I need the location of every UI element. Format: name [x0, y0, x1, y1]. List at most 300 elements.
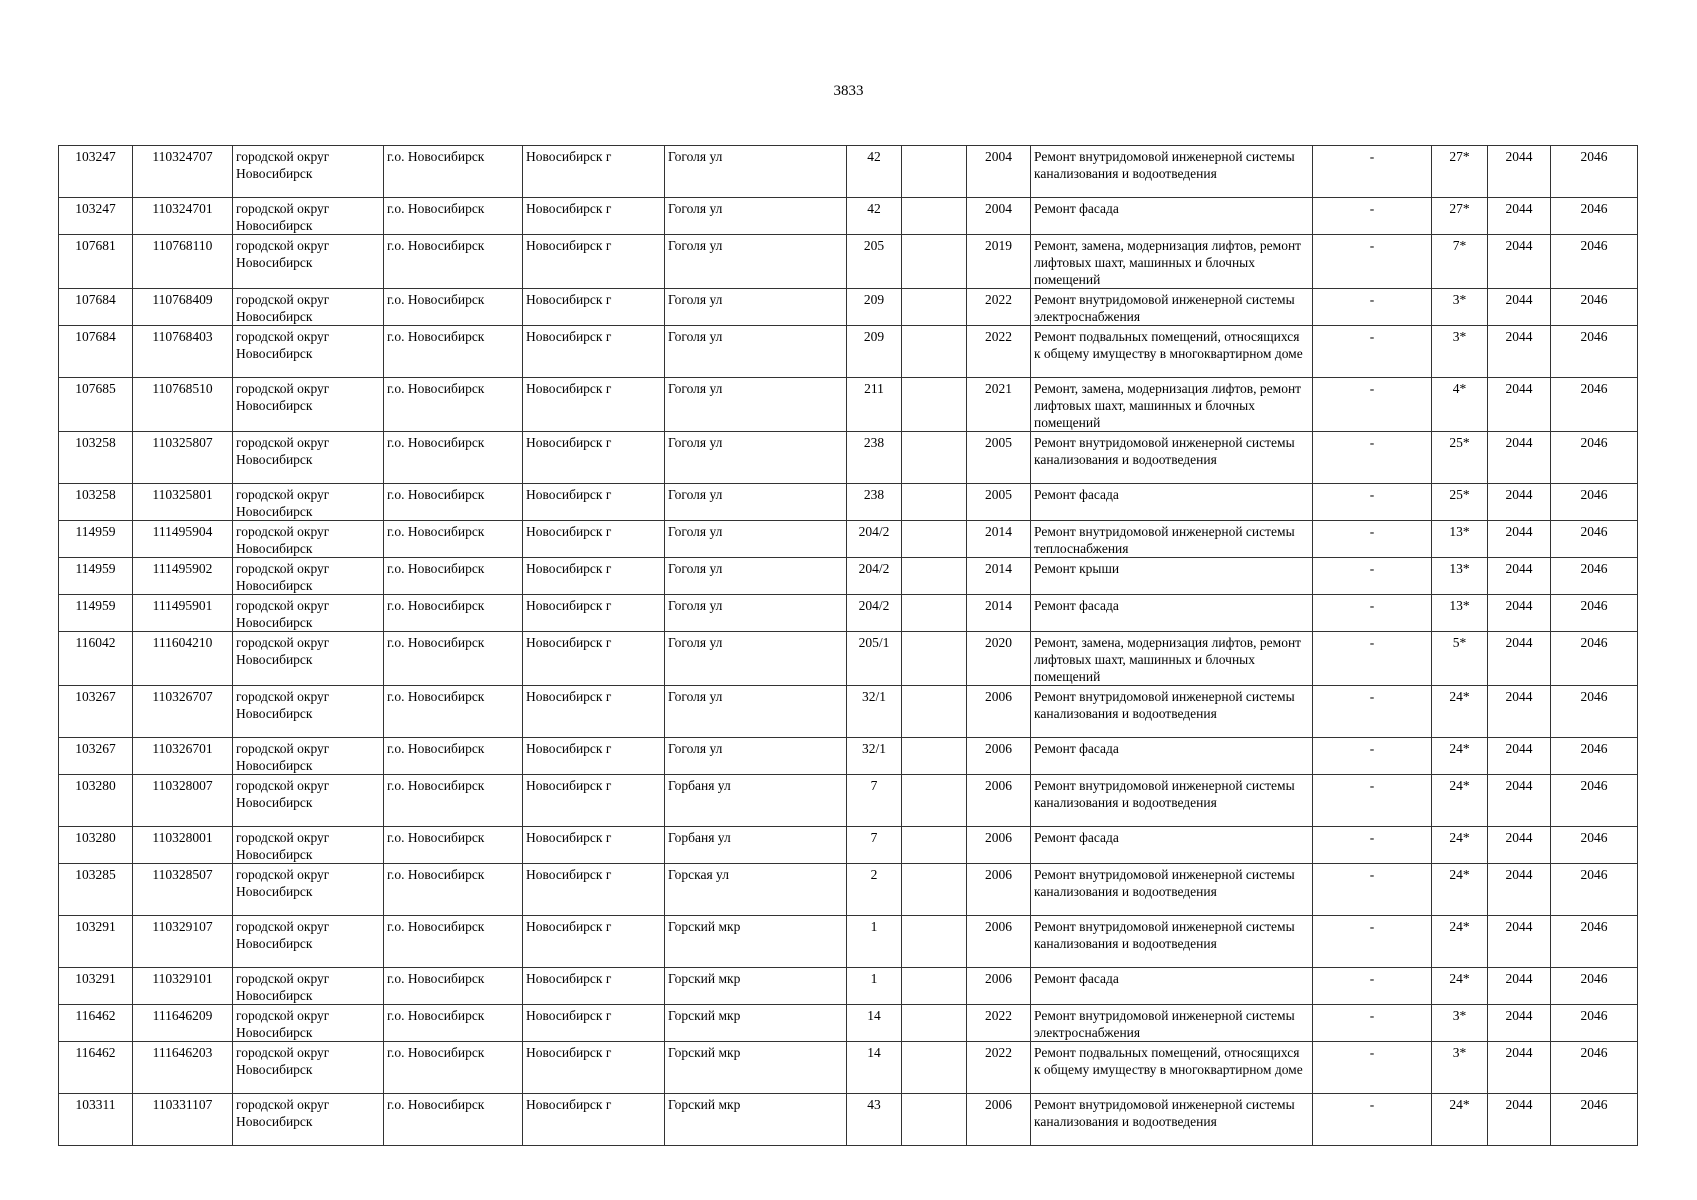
cell-municipality: г.о. Новосибирск	[384, 864, 523, 916]
cell-start-year: 2044	[1488, 521, 1551, 558]
cell-district: городской округ Новосибирск	[233, 1094, 384, 1146]
cell-id: 103267	[59, 738, 133, 775]
cell-code: 111646209	[133, 1005, 233, 1042]
cell-start-year: 2044	[1488, 738, 1551, 775]
cell-end-year: 2046	[1551, 1094, 1638, 1146]
cell-year: 2006	[967, 1094, 1031, 1146]
cell-end-year: 2046	[1551, 775, 1638, 827]
cell-district: городской округ Новосибирск	[233, 916, 384, 968]
cell-value: 27*	[1432, 198, 1488, 235]
cell-end-year: 2046	[1551, 146, 1638, 198]
table-row	[59, 484, 1638, 521]
cell-end-year: 2046	[1551, 864, 1638, 916]
cell-dash: -	[1313, 1042, 1432, 1094]
cell-dash: -	[1313, 827, 1432, 864]
cell-year: 2004	[967, 198, 1031, 235]
table-row	[59, 1094, 1638, 1146]
table-row	[59, 632, 1638, 686]
cell-dash: -	[1313, 738, 1432, 775]
cell-code: 110328507	[133, 864, 233, 916]
cell-city: Новосибирск г	[523, 1005, 665, 1042]
cell-municipality: г.о. Новосибирск	[384, 484, 523, 521]
cell-value: 13*	[1432, 595, 1488, 632]
cell-id: 116462	[59, 1005, 133, 1042]
cell-municipality: г.о. Новосибирск	[384, 432, 523, 484]
cell-city: Новосибирск г	[523, 289, 665, 326]
cell-year: 2006	[967, 968, 1031, 1005]
cell-extra	[902, 558, 967, 595]
cell-code: 111495904	[133, 521, 233, 558]
cell-code: 110768403	[133, 326, 233, 378]
cell-code: 110326701	[133, 738, 233, 775]
cell-work: Ремонт фасада	[1031, 595, 1313, 632]
cell-dash: -	[1313, 686, 1432, 738]
cell-district: городской округ Новосибирск	[233, 289, 384, 326]
cell-house: 14	[847, 1042, 902, 1094]
cell-city: Новосибирск г	[523, 968, 665, 1005]
cell-district: городской округ Новосибирск	[233, 775, 384, 827]
cell-id: 103291	[59, 916, 133, 968]
cell-extra	[902, 1094, 967, 1146]
cell-work: Ремонт внутридомовой инженерной системы электроснабжения	[1031, 1005, 1313, 1042]
cell-extra	[902, 632, 967, 686]
table-row	[59, 289, 1638, 326]
cell-house: 204/2	[847, 595, 902, 632]
table-row	[59, 558, 1638, 595]
cell-street: Гоголя ул	[665, 378, 847, 432]
cell-extra	[902, 827, 967, 864]
cell-extra	[902, 289, 967, 326]
cell-city: Новосибирск г	[523, 916, 665, 968]
cell-id: 103285	[59, 864, 133, 916]
cell-id: 116042	[59, 632, 133, 686]
cell-district: городской округ Новосибирск	[233, 521, 384, 558]
cell-street: Гоголя ул	[665, 198, 847, 235]
cell-year: 2014	[967, 521, 1031, 558]
cell-end-year: 2046	[1551, 378, 1638, 432]
cell-start-year: 2044	[1488, 146, 1551, 198]
cell-work: Ремонт подвальных помещений, относящихся к общему имуществу в многоквартирном доме	[1031, 1042, 1313, 1094]
cell-work: Ремонт внутридомовой инженерной системы канализования и водоотведения	[1031, 775, 1313, 827]
cell-id: 103280	[59, 775, 133, 827]
cell-year: 2022	[967, 289, 1031, 326]
cell-city: Новосибирск г	[523, 235, 665, 289]
cell-start-year: 2044	[1488, 235, 1551, 289]
cell-start-year: 2044	[1488, 378, 1551, 432]
cell-year: 2014	[967, 558, 1031, 595]
cell-municipality: г.о. Новосибирск	[384, 632, 523, 686]
cell-end-year: 2046	[1551, 632, 1638, 686]
cell-extra	[902, 916, 967, 968]
cell-end-year: 2046	[1551, 686, 1638, 738]
cell-district: городской округ Новосибирск	[233, 1042, 384, 1094]
cell-id: 103247	[59, 198, 133, 235]
cell-extra	[902, 738, 967, 775]
cell-street: Гоголя ул	[665, 738, 847, 775]
cell-year: 2019	[967, 235, 1031, 289]
cell-extra	[902, 484, 967, 521]
cell-work: Ремонт крыши	[1031, 558, 1313, 595]
cell-year: 2006	[967, 686, 1031, 738]
cell-code: 110329107	[133, 916, 233, 968]
cell-house: 14	[847, 1005, 902, 1042]
cell-dash: -	[1313, 864, 1432, 916]
cell-municipality: г.о. Новосибирск	[384, 738, 523, 775]
cell-value: 25*	[1432, 432, 1488, 484]
cell-work: Ремонт внутридомовой инженерной системы канализования и водоотведения	[1031, 686, 1313, 738]
page-number: 3833	[833, 83, 864, 99]
cell-start-year: 2044	[1488, 968, 1551, 1005]
cell-extra	[902, 775, 967, 827]
cell-municipality: г.о. Новосибирск	[384, 378, 523, 432]
cell-value: 3*	[1432, 326, 1488, 378]
cell-dash: -	[1313, 775, 1432, 827]
cell-id: 103280	[59, 827, 133, 864]
cell-id: 103291	[59, 968, 133, 1005]
cell-city: Новосибирск г	[523, 686, 665, 738]
cell-value: 24*	[1432, 827, 1488, 864]
cell-street: Гоголя ул	[665, 484, 847, 521]
cell-house: 7	[847, 775, 902, 827]
cell-work: Ремонт внутридомовой инженерной системы электроснабжения	[1031, 289, 1313, 326]
cell-house: 42	[847, 198, 902, 235]
cell-year: 2006	[967, 916, 1031, 968]
cell-house: 209	[847, 326, 902, 378]
cell-code: 110325801	[133, 484, 233, 521]
cell-code: 110326707	[133, 686, 233, 738]
cell-year: 2022	[967, 1005, 1031, 1042]
cell-work: Ремонт подвальных помещений, относящихся к общему имуществу в многоквартирном доме	[1031, 326, 1313, 378]
cell-value: 24*	[1432, 968, 1488, 1005]
cell-dash: -	[1313, 432, 1432, 484]
cell-city: Новосибирск г	[523, 378, 665, 432]
cell-street: Гоголя ул	[665, 595, 847, 632]
table-row	[59, 775, 1638, 827]
table-row	[59, 521, 1638, 558]
cell-code: 111495902	[133, 558, 233, 595]
cell-street: Гоголя ул	[665, 686, 847, 738]
cell-street: Горбаня ул	[665, 827, 847, 864]
cell-city: Новосибирск г	[523, 146, 665, 198]
cell-district: городской округ Новосибирск	[233, 432, 384, 484]
cell-city: Новосибирск г	[523, 595, 665, 632]
cell-street: Гоголя ул	[665, 235, 847, 289]
cell-dash: -	[1313, 198, 1432, 235]
cell-district: городской округ Новосибирск	[233, 146, 384, 198]
cell-start-year: 2044	[1488, 432, 1551, 484]
cell-extra	[902, 1005, 967, 1042]
table-row	[59, 146, 1638, 198]
cell-house: 204/2	[847, 521, 902, 558]
cell-code: 110328001	[133, 827, 233, 864]
cell-work: Ремонт внутридомовой инженерной системы канализования и водоотведения	[1031, 864, 1313, 916]
cell-house: 32/1	[847, 686, 902, 738]
cell-dash: -	[1313, 146, 1432, 198]
cell-code: 110331107	[133, 1094, 233, 1146]
cell-street: Гоголя ул	[665, 326, 847, 378]
cell-extra	[902, 235, 967, 289]
cell-street: Горский мкр	[665, 1042, 847, 1094]
table-row	[59, 738, 1638, 775]
cell-municipality: г.о. Новосибирск	[384, 775, 523, 827]
cell-value: 25*	[1432, 484, 1488, 521]
table-row	[59, 1005, 1638, 1042]
cell-district: городской округ Новосибирск	[233, 738, 384, 775]
cell-id: 103311	[59, 1094, 133, 1146]
cell-value: 3*	[1432, 1005, 1488, 1042]
cell-dash: -	[1313, 595, 1432, 632]
cell-value: 3*	[1432, 289, 1488, 326]
cell-value: 13*	[1432, 558, 1488, 595]
cell-extra	[902, 378, 967, 432]
table-row	[59, 968, 1638, 1005]
cell-code: 110768409	[133, 289, 233, 326]
cell-house: 211	[847, 378, 902, 432]
cell-district: городской округ Новосибирск	[233, 1005, 384, 1042]
cell-start-year: 2044	[1488, 1094, 1551, 1146]
cell-dash: -	[1313, 521, 1432, 558]
cell-code: 110324701	[133, 198, 233, 235]
cell-id: 114959	[59, 595, 133, 632]
cell-house: 209	[847, 289, 902, 326]
cell-id: 103258	[59, 432, 133, 484]
cell-value: 24*	[1432, 916, 1488, 968]
cell-code: 110768110	[133, 235, 233, 289]
cell-year: 2022	[967, 1042, 1031, 1094]
cell-municipality: г.о. Новосибирск	[384, 326, 523, 378]
cell-extra	[902, 146, 967, 198]
cell-municipality: г.о. Новосибирск	[384, 198, 523, 235]
cell-value: 3*	[1432, 1042, 1488, 1094]
table-row	[59, 1042, 1638, 1094]
cell-city: Новосибирск г	[523, 1042, 665, 1094]
cell-value: 27*	[1432, 146, 1488, 198]
cell-city: Новосибирск г	[523, 521, 665, 558]
cell-id: 114959	[59, 521, 133, 558]
cell-street: Гоголя ул	[665, 632, 847, 686]
cell-district: городской округ Новосибирск	[233, 558, 384, 595]
cell-work: Ремонт внутридомовой инженерной системы канализования и водоотведения	[1031, 146, 1313, 198]
cell-end-year: 2046	[1551, 484, 1638, 521]
cell-start-year: 2044	[1488, 326, 1551, 378]
cell-start-year: 2044	[1488, 916, 1551, 968]
cell-municipality: г.о. Новосибирск	[384, 595, 523, 632]
cell-dash: -	[1313, 289, 1432, 326]
cell-municipality: г.о. Новосибирск	[384, 521, 523, 558]
cell-code: 110328007	[133, 775, 233, 827]
cell-work: Ремонт фасада	[1031, 738, 1313, 775]
cell-municipality: г.о. Новосибирск	[384, 686, 523, 738]
cell-house: 205	[847, 235, 902, 289]
cell-street: Горский мкр	[665, 1005, 847, 1042]
cell-district: городской округ Новосибирск	[233, 484, 384, 521]
cell-street: Гоголя ул	[665, 558, 847, 595]
cell-work: Ремонт фасада	[1031, 198, 1313, 235]
cell-id: 107681	[59, 235, 133, 289]
cell-city: Новосибирск г	[523, 1094, 665, 1146]
cell-id: 116462	[59, 1042, 133, 1094]
table-row	[59, 827, 1638, 864]
cell-start-year: 2044	[1488, 827, 1551, 864]
table-row	[59, 916, 1638, 968]
cell-year: 2006	[967, 864, 1031, 916]
table-row	[59, 378, 1638, 432]
cell-work: Ремонт фасада	[1031, 484, 1313, 521]
cell-start-year: 2044	[1488, 595, 1551, 632]
cell-municipality: г.о. Новосибирск	[384, 968, 523, 1005]
cell-city: Новосибирск г	[523, 484, 665, 521]
cell-end-year: 2046	[1551, 558, 1638, 595]
cell-year: 2004	[967, 146, 1031, 198]
cell-dash: -	[1313, 558, 1432, 595]
cell-value: 24*	[1432, 864, 1488, 916]
cell-work: Ремонт, замена, модернизация лифтов, ремонт лифтовых шахт, машинных и блочных помещений	[1031, 378, 1313, 432]
cell-house: 2	[847, 864, 902, 916]
cell-district: городской округ Новосибирск	[233, 864, 384, 916]
cell-city: Новосибирск г	[523, 632, 665, 686]
cell-street: Гоголя ул	[665, 146, 847, 198]
cell-municipality: г.о. Новосибирск	[384, 235, 523, 289]
cell-district: городской округ Новосибирск	[233, 378, 384, 432]
cell-start-year: 2044	[1488, 1005, 1551, 1042]
cell-value: 5*	[1432, 632, 1488, 686]
cell-street: Горский мкр	[665, 916, 847, 968]
cell-end-year: 2046	[1551, 1005, 1638, 1042]
cell-dash: -	[1313, 378, 1432, 432]
cell-extra	[902, 198, 967, 235]
table-row	[59, 595, 1638, 632]
cell-house: 238	[847, 484, 902, 521]
cell-district: городской округ Новосибирск	[233, 827, 384, 864]
cell-year: 2006	[967, 827, 1031, 864]
cell-house: 42	[847, 146, 902, 198]
cell-id: 107684	[59, 326, 133, 378]
cell-end-year: 2046	[1551, 521, 1638, 558]
cell-start-year: 2044	[1488, 198, 1551, 235]
cell-district: городской округ Новосибирск	[233, 686, 384, 738]
cell-end-year: 2046	[1551, 326, 1638, 378]
cell-municipality: г.о. Новосибирск	[384, 1042, 523, 1094]
cell-extra	[902, 326, 967, 378]
table-row	[59, 432, 1638, 484]
cell-city: Новосибирск г	[523, 775, 665, 827]
cell-dash: -	[1313, 1094, 1432, 1146]
cell-dash: -	[1313, 235, 1432, 289]
cell-house: 205/1	[847, 632, 902, 686]
cell-start-year: 2044	[1488, 686, 1551, 738]
cell-year: 2005	[967, 484, 1031, 521]
cell-code: 110325807	[133, 432, 233, 484]
cell-work: Ремонт, замена, модернизация лифтов, ремонт лифтовых шахт, машинных и блочных помещений	[1031, 235, 1313, 289]
cell-code: 110324707	[133, 146, 233, 198]
cell-start-year: 2044	[1488, 1042, 1551, 1094]
cell-work: Ремонт внутридомовой инженерной системы теплоснабжения	[1031, 521, 1313, 558]
cell-id: 114959	[59, 558, 133, 595]
cell-value: 24*	[1432, 775, 1488, 827]
cell-year: 2014	[967, 595, 1031, 632]
cell-district: городской округ Новосибирск	[233, 595, 384, 632]
cell-end-year: 2046	[1551, 198, 1638, 235]
cell-dash: -	[1313, 632, 1432, 686]
cell-id: 103267	[59, 686, 133, 738]
cell-dash: -	[1313, 484, 1432, 521]
cell-end-year: 2046	[1551, 827, 1638, 864]
cell-work: Ремонт внутридомовой инженерной системы канализования и водоотведения	[1031, 432, 1313, 484]
cell-municipality: г.о. Новосибирск	[384, 916, 523, 968]
cell-code: 111604210	[133, 632, 233, 686]
cell-extra	[902, 595, 967, 632]
cell-work: Ремонт внутридомовой инженерной системы канализования и водоотведения	[1031, 1094, 1313, 1146]
cell-code: 110768510	[133, 378, 233, 432]
cell-end-year: 2046	[1551, 1042, 1638, 1094]
cell-year: 2005	[967, 432, 1031, 484]
cell-house: 204/2	[847, 558, 902, 595]
cell-end-year: 2046	[1551, 432, 1638, 484]
cell-end-year: 2046	[1551, 235, 1638, 289]
cell-id: 107685	[59, 378, 133, 432]
cell-street: Гоголя ул	[665, 432, 847, 484]
cell-city: Новосибирск г	[523, 432, 665, 484]
register-table	[58, 145, 1638, 1146]
cell-municipality: г.о. Новосибирск	[384, 827, 523, 864]
cell-end-year: 2046	[1551, 595, 1638, 632]
cell-house: 1	[847, 968, 902, 1005]
cell-year: 2022	[967, 326, 1031, 378]
cell-value: 24*	[1432, 738, 1488, 775]
cell-start-year: 2044	[1488, 864, 1551, 916]
cell-year: 2006	[967, 775, 1031, 827]
table-row	[59, 864, 1638, 916]
cell-municipality: г.о. Новосибирск	[384, 146, 523, 198]
cell-extra	[902, 968, 967, 1005]
table-row	[59, 198, 1638, 235]
cell-end-year: 2046	[1551, 289, 1638, 326]
cell-work: Ремонт фасада	[1031, 968, 1313, 1005]
cell-value: 24*	[1432, 686, 1488, 738]
cell-value: 13*	[1432, 521, 1488, 558]
cell-house: 43	[847, 1094, 902, 1146]
cell-work: Ремонт фасада	[1031, 827, 1313, 864]
table-row	[59, 235, 1638, 289]
cell-start-year: 2044	[1488, 632, 1551, 686]
cell-house: 7	[847, 827, 902, 864]
cell-id: 107684	[59, 289, 133, 326]
cell-house: 1	[847, 916, 902, 968]
cell-year: 2021	[967, 378, 1031, 432]
cell-end-year: 2046	[1551, 968, 1638, 1005]
cell-work: Ремонт, замена, модернизация лифтов, ремонт лифтовых шахт, машинных и блочных помещений	[1031, 632, 1313, 686]
cell-code: 111646203	[133, 1042, 233, 1094]
cell-district: городской округ Новосибирск	[233, 235, 384, 289]
cell-value: 24*	[1432, 1094, 1488, 1146]
cell-extra	[902, 521, 967, 558]
cell-municipality: г.о. Новосибирск	[384, 558, 523, 595]
cell-extra	[902, 1042, 967, 1094]
cell-district: городской округ Новосибирск	[233, 968, 384, 1005]
cell-street: Гоголя ул	[665, 521, 847, 558]
cell-code: 110329101	[133, 968, 233, 1005]
table-row	[59, 326, 1638, 378]
cell-start-year: 2044	[1488, 558, 1551, 595]
cell-house: 32/1	[847, 738, 902, 775]
cell-id: 103247	[59, 146, 133, 198]
cell-end-year: 2046	[1551, 738, 1638, 775]
cell-start-year: 2044	[1488, 484, 1551, 521]
cell-year: 2020	[967, 632, 1031, 686]
cell-city: Новосибирск г	[523, 738, 665, 775]
cell-extra	[902, 432, 967, 484]
cell-dash: -	[1313, 1005, 1432, 1042]
